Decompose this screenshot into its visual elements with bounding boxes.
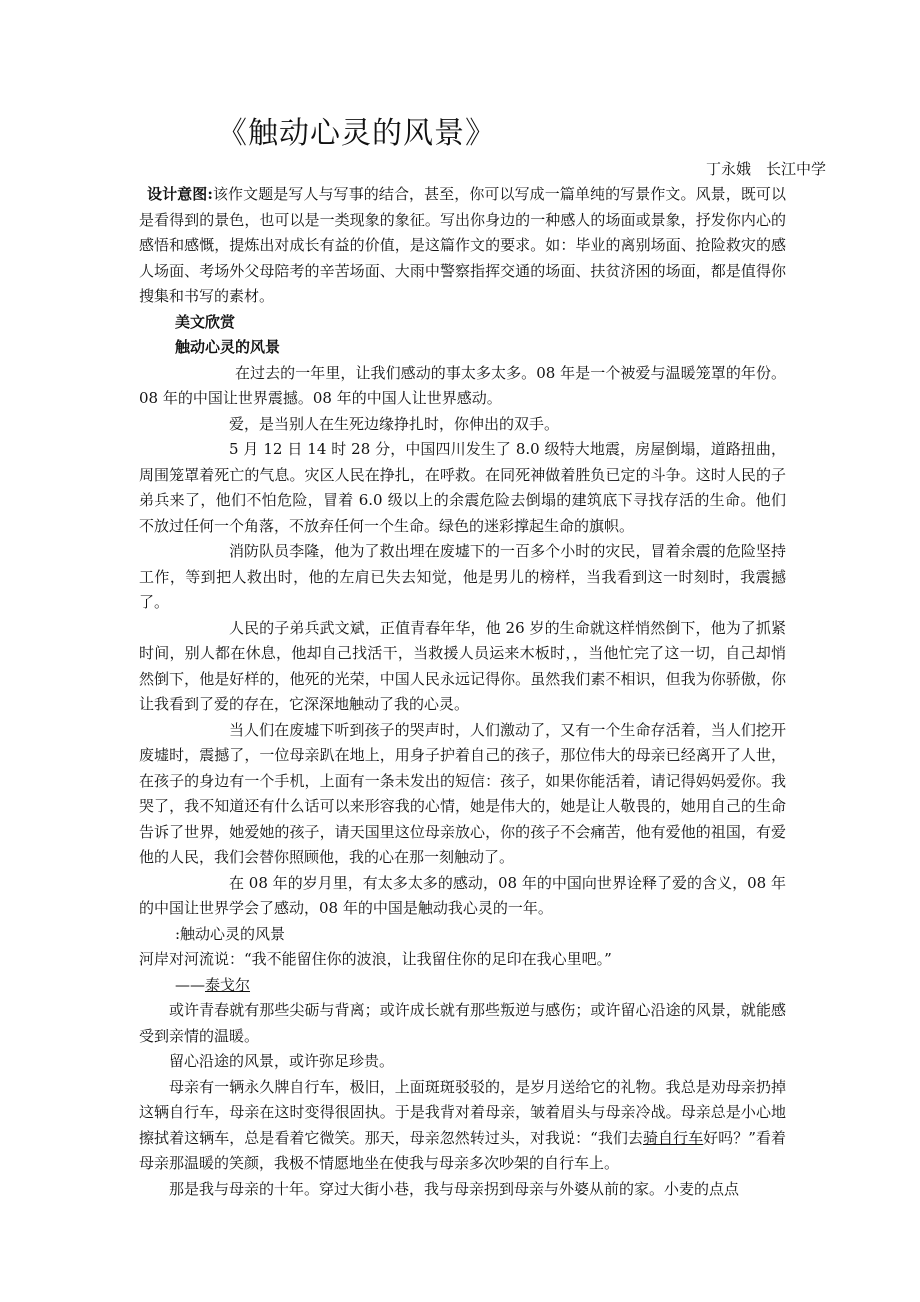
essay-paragraph-7: 在 08 年的岁月里，有太多太多的感动，08 年的中国向世界诠释了爱的含义，08 年的中国让世界学会了感动，08 年的中国是触动我心灵的一年。 xyxy=(139,873,786,917)
essay2-paragraph-3 xyxy=(139,1075,786,1177)
document-title: 《触动心灵的风景》 xyxy=(217,116,496,151)
intro-label: 设计意图: xyxy=(147,185,213,203)
essay-paragraph-3: 5 月 12 日 14 时 28 分，中国四川发生了 8.0 级特大地震，房屋倒塌，道路扭曲，周围笼罩着死亡的气息。灾区人民在挣扎，在呼救。在同死神做着胜负已定的斗争。这时人民的子弟兵来了，他们不怕危险，冒着 6.0 级以上的余震危险去倒塌的建筑底下寻找存活的生命。他们不放过任何一个角落，不放弃任何一个生命。绿色的迷彩撑起生命的旗帜。 xyxy=(139,440,786,535)
essay2-paragraph-2: 留心沿途的风景，或许弥足珍贵。 xyxy=(169,1052,395,1070)
quote-line: 河岸对河流说：“我不能留住你的波浪，让我留住你的足印在我心里吧。” xyxy=(139,950,612,968)
essay-paragraph-1: 在过去的一年里，让我们感动的事太多太多。08 年是一个被爱与温暖笼罩的年份。08 年的中国让世界震撼。08 年的中国人让世界感动。 xyxy=(139,363,786,407)
essay-paragraph-5: 人民的子弟兵武文斌，正值青春年华，他 26 岁的生命就这样悄然倒下，他为了抓紧时间，别人都在休息，他却自己找活干，当救援人员运来木板时，，当他忙完了这一切，自己却悄然倒下，他是好样的，他死的光荣，中国人民永远记得你。虽然我们素不相识，但我为你骄傲，你让我看到了爱的存在，它深深地触动了我的心灵。 xyxy=(139,618,786,713)
second-essay-title: :触动心灵的风景 xyxy=(175,924,286,943)
attribution-dash: —— xyxy=(175,975,205,994)
essay2-paragraph-4: 那是我与母亲的十年。穿过大街小巷，我与母亲拐到母亲与外婆从前的家。小麦的点点 xyxy=(169,1179,740,1198)
quote-author-link[interactable]: 泰戈尔 xyxy=(205,975,251,994)
quote-attribution xyxy=(139,973,786,999)
essay-paragraph-6: 当人们在废墟下听到孩子的哭声时，人们激动了，又有一个生命存活着，当人们挖开废墟时，震撼了，一位母亲趴在地上，用身子护着自己的孩子，那位伟大的母亲已经离开了人世，在孩子的身边有一个手机，上面有一条未发出的短信：孩子，如果你能活着，请记得妈妈爱你。我哭了，我不知道还有什么话可以来形容我的心情，她是伟大的，她是让人敬畏的，她用自己的生命告诉了世界，她爱她的孩子，请天国里这位母亲放心，你的孩子不会痛苦，他有爱他的祖国，有爱他的人民，我们会替你照顾他，我的心在那一刻触动了。 xyxy=(139,720,786,866)
essay2-paragraph-1: 或许青春就有那些尖砺与背离；或许成长就有那些叛逆与感伤；或许留心沿途的风景，就能感受到亲情的温暖。 xyxy=(139,1001,786,1045)
intro-paragraph xyxy=(139,182,786,310)
intro-text: 该作文题是写人与写事的结合，甚至，你可以写成一篇单纯的写景作文。风景，既可以是看得到的景色，也可以是一类现象的象征。写出你身边的一种感人的场面或景象，抒发你内心的感悟和感慨，提炼出对成长有益的价值，是这篇作文的要求。如：毕业的离别场面、抢险救灾的感人场面、考场外父母陪考的辛苦场面、大雨中警察指挥交通的场面、扶贫济困的场面，都是值得你搜集和书写的素材。 xyxy=(139,185,786,305)
bicycle-link[interactable]: 骑自行车 xyxy=(642,1128,704,1147)
essay-paragraph-4: 消防队员李隆，他为了救出埋在废墟下的一百多个小时的灾民，冒着余震的危险坚持工作，等到把人救出时，他的左肩已失去知觉，他是男儿的榜样，当我看到这一时刻时，我震撼了。 xyxy=(139,542,786,611)
author-line: 丁永娥 长江中学 xyxy=(705,160,826,178)
essay-paragraph-2: 爱，是当别人在生死边缘挣扎时，你伸出的双手。 xyxy=(229,414,560,433)
essay2-paragraph-3-part-a: 母亲有一辆永久牌自行车，极旧，上面斑斑驳驳的，是岁月送给它的礼物。我总是劝母亲扔掉这辆自行车，母亲在这时变得很固执。于是我背对着母亲，皱着眉头与母亲冷战。母亲总是小心地擦拭着这辆车，总是看着它微笑。那天，母亲忽然转过头，对我说：“我们去 xyxy=(139,1077,786,1147)
section-heading-appreciation: 美文欣赏 xyxy=(175,312,236,331)
essay2-paragraph-3-part-b: 好吗？”看着母亲那温暖的笑颜，我极不情愿地坐在使我与母亲多次吵架的自行车上。 xyxy=(139,1128,786,1172)
essay-title: 触动心灵的风景 xyxy=(175,338,281,356)
